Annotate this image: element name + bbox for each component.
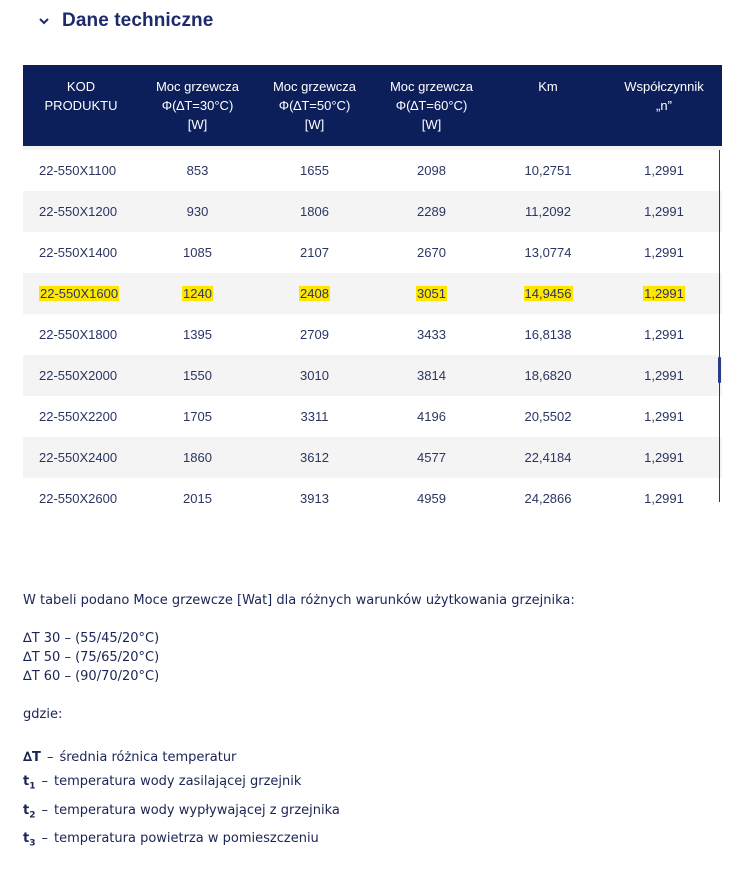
cell-value: 22-550X2000 (39, 368, 118, 383)
section-header-dane-techniczne[interactable] (38, 10, 213, 32)
legend-dash: – (46, 750, 54, 765)
legend-dash: – (41, 831, 48, 847)
cell-power-60 (373, 478, 490, 515)
cell-value: 22-550X1200 (39, 204, 118, 219)
cell-value: 20,5502 (524, 409, 572, 424)
table-row (23, 478, 722, 515)
cell-value: 3814 (417, 368, 446, 383)
cell-power-30 (139, 314, 256, 355)
header-line: Km (538, 79, 558, 94)
col-header-km (490, 65, 606, 146)
cell-value: 3311 (300, 409, 329, 424)
cell-coefficient-n (606, 273, 722, 314)
cell-power-50 (256, 437, 373, 478)
cell-value: 22-550X2400 (39, 450, 118, 465)
col-header-power-50 (256, 65, 373, 146)
legend-item (23, 770, 575, 799)
cell-value: 3051 (417, 286, 446, 301)
cell-value: 24,2866 (524, 491, 572, 506)
header-line: Φ(∆T=50°C) (278, 98, 351, 113)
cell-value: 930 (186, 204, 209, 219)
cell-product-code (23, 314, 139, 355)
legend-symbol-base: ∆T (23, 750, 41, 765)
legend-list (23, 746, 575, 856)
legend-dash: – (41, 802, 48, 818)
cell-power-50 (256, 355, 373, 396)
cell-km (490, 150, 606, 191)
col-header-power-30 (139, 65, 256, 146)
cell-coefficient-n (606, 150, 722, 191)
cell-value: 853 (186, 163, 209, 178)
table-row (23, 150, 722, 191)
cell-value: 1655 (300, 163, 329, 178)
cell-power-30 (139, 478, 256, 515)
cell-value: 22-550X1800 (39, 327, 118, 342)
cell-coefficient-n (606, 191, 722, 232)
notes-intro: W tabeli podano Moce grzewcze [Wat] dla różnych warunków użytkowania grzejnika: (23, 593, 575, 608)
cell-value: 2107 (300, 245, 329, 260)
legend-symbol (23, 827, 35, 856)
cell-power-30 (139, 150, 256, 191)
table-header-row (23, 65, 722, 146)
col-header-power-60 (373, 65, 490, 146)
table-row (23, 355, 722, 396)
header-line: Moc grzewcza (272, 79, 357, 94)
cell-value: 3612 (300, 450, 329, 465)
legend-symbol (23, 770, 35, 799)
header-line: Moc grzewcza (389, 79, 474, 94)
cell-value: 1550 (183, 368, 212, 383)
cell-coefficient-n (606, 232, 722, 273)
cell-value: 1085 (183, 245, 212, 260)
col-header-coefficient-n (606, 65, 722, 146)
legend-symbol-base: t (23, 774, 30, 789)
cell-product-code (23, 273, 139, 314)
cell-power-60 (373, 314, 490, 355)
header-line: Współczynnik (624, 79, 704, 94)
legend-text: temperatura wody zasilającej grzejnik (53, 774, 302, 789)
table-row (23, 191, 722, 232)
cell-value: 4196 (417, 409, 446, 424)
cell-value: 22-550X1100 (39, 163, 117, 178)
cell-value: 2289 (417, 204, 446, 219)
cell-value: 2015 (183, 491, 212, 506)
cell-value: 1705 (183, 409, 212, 424)
cell-product-code (23, 232, 139, 273)
cell-power-30 (139, 437, 256, 478)
cell-value: 1,2991 (644, 286, 684, 301)
header-line: Φ(∆T=30°C) (161, 98, 234, 113)
legend-symbol (23, 799, 35, 828)
cell-value: 2670 (417, 245, 446, 260)
header-line: [W] (421, 117, 442, 132)
cell-power-60 (373, 437, 490, 478)
cell-power-60 (373, 355, 490, 396)
cell-power-30 (139, 273, 256, 314)
cell-coefficient-n (606, 437, 722, 478)
header-line: KOD (66, 79, 96, 94)
table-row (23, 232, 722, 273)
cell-product-code (23, 191, 139, 232)
technical-data-table-container[interactable] (23, 65, 722, 515)
cell-product-code (23, 150, 139, 191)
where-label: gdzie: (23, 707, 63, 722)
section-title: Dane techniczne (62, 10, 214, 31)
cell-value: 1806 (300, 204, 329, 219)
cell-power-50 (256, 396, 373, 437)
cell-value: 22,4184 (524, 450, 572, 465)
cell-power-30 (139, 355, 256, 396)
legend-item (23, 799, 575, 828)
cell-value: 1240 (183, 286, 212, 301)
cell-value: 3433 (417, 327, 446, 342)
cell-value: 2408 (300, 286, 329, 301)
cell-power-60 (373, 150, 490, 191)
condition-item: ∆T 50 – (75/65/20°C) (23, 650, 160, 665)
cell-power-60 (373, 191, 490, 232)
cell-km (490, 273, 606, 314)
header-line: PRODUKTU (44, 98, 118, 113)
cell-power-30 (139, 232, 256, 273)
cell-value: 2098 (417, 163, 446, 178)
legend-text: temperatura powietrza w pomieszczeniu (53, 831, 319, 847)
cell-value: 11,2092 (524, 204, 572, 219)
cell-coefficient-n (606, 355, 722, 396)
cell-value: 4959 (417, 491, 446, 506)
conditions-list (23, 629, 575, 686)
cell-value: 10,2751 (524, 163, 572, 178)
cell-km (490, 355, 606, 396)
cell-power-50 (256, 191, 373, 232)
legend-symbol-base: t (23, 802, 30, 818)
table-row (23, 437, 722, 478)
col-header-kod (23, 65, 139, 146)
condition-item: ∆T 30 – (55/45/20°C) (23, 631, 160, 646)
cell-km (490, 396, 606, 437)
cell-product-code (23, 396, 139, 437)
cell-power-50 (256, 314, 373, 355)
cell-power-50 (256, 232, 373, 273)
legend-symbol-subscript: 1 (29, 781, 36, 792)
header-line: [W] (304, 117, 325, 132)
cell-km (490, 437, 606, 478)
cell-value: 1,2991 (644, 245, 684, 260)
cell-value: 3010 (300, 368, 329, 383)
header-line: „n” (656, 98, 672, 113)
legend-item (23, 746, 575, 770)
legend-item (23, 827, 575, 856)
table-scrollbar-track[interactable] (719, 150, 720, 502)
cell-value: 1,2991 (644, 368, 684, 383)
legend-symbol (23, 746, 41, 770)
cell-power-60 (373, 273, 490, 314)
cell-power-30 (139, 191, 256, 232)
cell-product-code (23, 355, 139, 396)
cell-value: 1860 (183, 450, 212, 465)
cell-coefficient-n (606, 314, 722, 355)
cell-power-30 (139, 396, 256, 437)
cell-product-code (23, 478, 139, 515)
cell-value: 22-550X2600 (39, 491, 118, 506)
cell-value: 1,2991 (644, 204, 684, 219)
cell-product-code (23, 437, 139, 478)
legend-dash: – (41, 774, 48, 789)
cell-km (490, 314, 606, 355)
cell-value: 22-550X2200 (39, 409, 118, 424)
cell-value: 1,2991 (644, 163, 684, 178)
cell-power-50 (256, 273, 373, 314)
legend-text: temperatura wody wypływającej z grzejnika (53, 802, 340, 818)
header-line: Moc grzewcza (155, 79, 240, 94)
cell-coefficient-n (606, 478, 722, 515)
cell-km (490, 478, 606, 515)
cell-power-60 (373, 396, 490, 437)
legend-text: średnia różnica temperatur (59, 750, 237, 765)
header-line: [W] (187, 117, 208, 132)
cell-value: 1,2991 (644, 327, 684, 342)
notes-section (23, 591, 575, 856)
header-line: Φ(∆T=60°C) (395, 98, 468, 113)
legend-symbol-subscript: 3 (29, 838, 36, 849)
chevron-down-icon (38, 15, 50, 27)
cell-value: 18,6820 (524, 368, 572, 383)
cell-value: 3913 (300, 491, 329, 506)
cell-power-50 (256, 150, 373, 191)
cell-value: 4577 (417, 450, 446, 465)
table-row (23, 314, 722, 355)
cell-value: 14,9456 (524, 286, 572, 301)
table-row (23, 273, 722, 314)
legend-symbol-base: t (23, 831, 30, 847)
table-scrollbar-thumb[interactable] (718, 357, 721, 383)
cell-power-50 (256, 478, 373, 515)
cell-value: 1,2991 (644, 491, 684, 506)
cell-coefficient-n (606, 396, 722, 437)
cell-km (490, 232, 606, 273)
cell-value: 2709 (300, 327, 329, 342)
cell-value: 13,0774 (524, 245, 572, 260)
cell-value: 1395 (183, 327, 212, 342)
condition-item: ∆T 60 – (90/70/20°C) (23, 669, 160, 684)
cell-value: 16,8138 (524, 327, 572, 342)
cell-power-60 (373, 232, 490, 273)
cell-km (490, 191, 606, 232)
technical-data-table (23, 65, 722, 515)
cell-value: 22-550X1600 (40, 286, 119, 301)
table-row (23, 396, 722, 437)
cell-value: 1,2991 (644, 409, 684, 424)
cell-value: 22-550X1400 (39, 245, 118, 260)
cell-value: 1,2991 (644, 450, 684, 465)
legend-symbol-subscript: 2 (29, 810, 36, 821)
